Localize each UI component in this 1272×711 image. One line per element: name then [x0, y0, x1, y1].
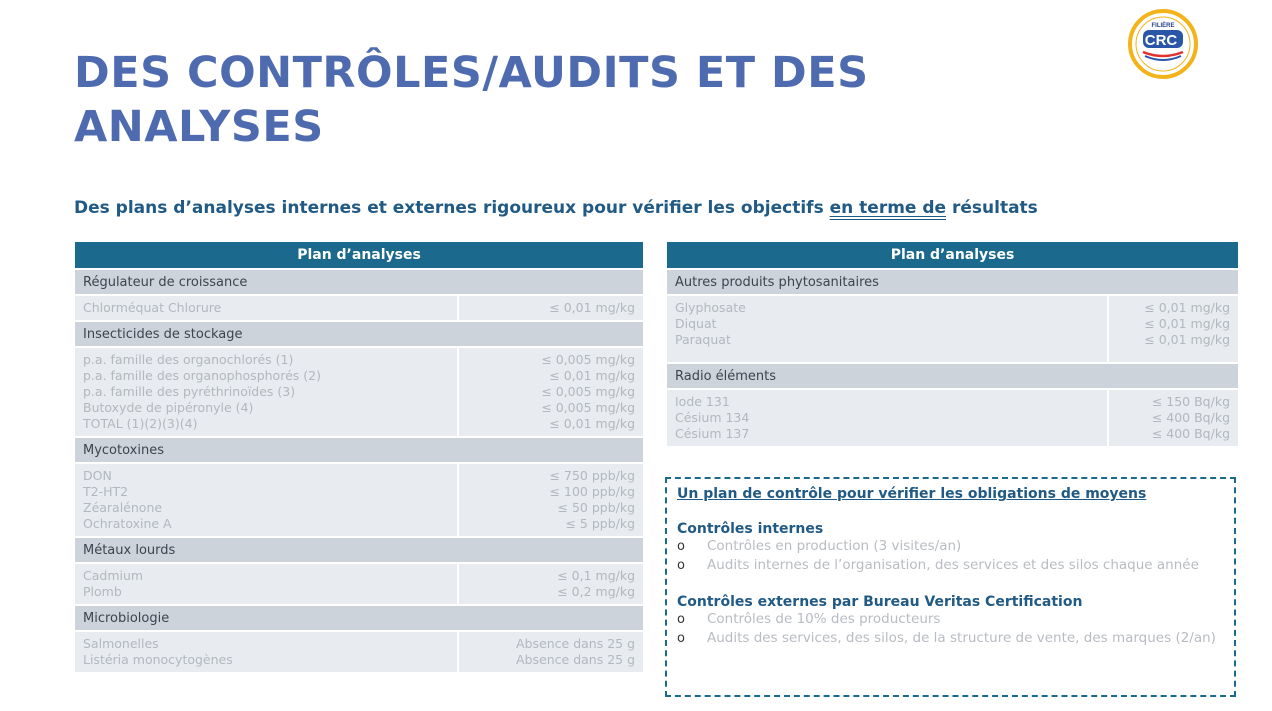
- category-radio-elements: Radio éléments: [666, 363, 1239, 389]
- item-value: ≤ 750 ppb/kg: [549, 468, 636, 483]
- item-label: Diquat: [675, 316, 717, 331]
- items-storage-insecticides: [74, 347, 458, 437]
- item-value: ≤ 0,01 mg/kg: [549, 300, 636, 315]
- logo-brand: CRC: [1144, 32, 1178, 49]
- item-value: ≤ 0,005 mg/kg: [541, 352, 636, 367]
- item-label: DON: [83, 468, 112, 483]
- values-radio-elements: [1108, 389, 1239, 447]
- bullet-icon: o: [677, 558, 685, 573]
- logo-top-text: FILIÈRE: [1151, 23, 1175, 29]
- item-value: Absence dans 25 g: [516, 636, 636, 651]
- list-item-text: Contrôles de 10% des producteurs: [707, 611, 941, 627]
- page-title: DES CONTRÔLES/AUDITS ET DES ANALYSES: [74, 48, 869, 152]
- category-storage-insecticides: Insecticides de stockage: [74, 321, 644, 347]
- item-value: ≤ 0,01 mg/kg: [549, 416, 636, 431]
- item-label: p.a. famille des organophosphorés (2): [83, 368, 321, 383]
- subtitle: [74, 198, 1038, 218]
- item-label: Salmonelles: [83, 636, 159, 651]
- item-value: ≤ 0,005 mg/kg: [541, 384, 636, 399]
- items-radio-elements: [666, 389, 1108, 447]
- category-other-phyto: Autres produits phytosanitaires: [666, 269, 1239, 295]
- control-plan-box: [665, 477, 1236, 697]
- list-item-text: Contrôles en production (3 visites/an): [707, 538, 962, 554]
- list-item: [677, 556, 1224, 575]
- item-value: ≤ 50 ppb/kg: [557, 500, 636, 515]
- item-value: ≤ 0,005 mg/kg: [541, 400, 636, 415]
- bullet-icon: o: [677, 612, 685, 627]
- subtitle-start: Des plans d’analyses internes et externes rigoureux pour vérifier les objectifs: [74, 198, 830, 218]
- category-microbiology: Microbiologie: [74, 605, 644, 631]
- right-table-header: Plan d’analyses: [666, 241, 1239, 269]
- list-item-text: Audits des services, des silos, de la structure de vente, des marques (2/an): [707, 630, 1216, 646]
- item-label: Césium 137: [675, 426, 750, 441]
- items-heavy-metals: [74, 563, 458, 605]
- item-value: ≤ 100 ppb/kg: [549, 484, 636, 499]
- internal-controls-title: Contrôles internes: [677, 521, 824, 537]
- item-label: Zéaralénone: [83, 500, 163, 515]
- category-heavy-metals: Métaux lourds: [74, 537, 644, 563]
- item-value: ≤ 0,01 mg/kg: [549, 368, 636, 383]
- control-plan-heading: Un plan de contrôle pour vérifier les obligations de moyens: [677, 486, 1147, 502]
- internal-controls-list: [677, 537, 1224, 575]
- category-growth-regulator: Régulateur de croissance: [74, 269, 644, 295]
- item-label: Plomb: [83, 584, 122, 599]
- item-label: Listéria monocytogènes: [83, 652, 233, 667]
- list-item: [677, 610, 1224, 629]
- list-item: [677, 537, 1224, 556]
- left-analysis-table: [73, 240, 645, 674]
- items-growth-regulator: [74, 295, 458, 321]
- item-label: Glyphosate: [675, 300, 746, 315]
- right-analysis-table: [665, 240, 1240, 448]
- item-label: TOTAL (1)(2)(3)(4): [83, 416, 198, 431]
- subtitle-end: résultats: [946, 198, 1038, 218]
- item-value: ≤ 0,1 mg/kg: [557, 568, 636, 583]
- item-label: Iode 131: [675, 394, 730, 409]
- item-value: ≤ 0,01 mg/kg: [1144, 332, 1231, 347]
- values-microbiology: [458, 631, 644, 673]
- items-other-phyto: [666, 295, 1108, 363]
- list-item-text: Audits internes de l’organisation, des services et des silos chaque année: [707, 557, 1199, 573]
- item-label: Paraquat: [675, 332, 731, 347]
- bullet-icon: o: [677, 539, 685, 554]
- list-item: [677, 629, 1224, 648]
- filiere-crc-logo: [1127, 8, 1199, 80]
- values-other-phyto: [1108, 295, 1239, 363]
- item-value: ≤ 0,2 mg/kg: [557, 584, 636, 599]
- items-mycotoxins: [74, 463, 458, 537]
- item-label: T2-HT2: [83, 484, 129, 499]
- values-heavy-metals: [458, 563, 644, 605]
- item-value: ≤ 150 Bq/kg: [1151, 394, 1231, 409]
- values-growth-regulator: [458, 295, 644, 321]
- item-value: Absence dans 25 g: [516, 652, 636, 667]
- item-label: p.a. famille des pyréthrinoïdes (3): [83, 384, 296, 399]
- left-table-header: Plan d’analyses: [74, 241, 644, 269]
- item-label: Butoxyde de pipéronyle (4): [83, 400, 254, 415]
- item-value: ≤ 400 Bq/kg: [1151, 410, 1231, 425]
- item-label: Chlorméquat Chlorure: [83, 300, 222, 315]
- values-storage-insecticides: [458, 347, 644, 437]
- item-value: ≤ 0,01 mg/kg: [1144, 300, 1231, 315]
- item-label: Ochratoxine A: [83, 516, 172, 531]
- subtitle-underlined: en terme de: [829, 198, 947, 218]
- item-label: Césium 134: [675, 410, 750, 425]
- items-microbiology: [74, 631, 458, 673]
- item-value: ≤ 5 ppb/kg: [565, 516, 636, 531]
- item-value: ≤ 400 Bq/kg: [1151, 426, 1231, 441]
- external-controls-title: Contrôles externes par Bureau Veritas Certification: [677, 594, 1083, 610]
- item-label: Cadmium: [83, 568, 144, 583]
- category-mycotoxins: Mycotoxines: [74, 437, 644, 463]
- item-value: ≤ 0,01 mg/kg: [1144, 316, 1231, 331]
- item-label: p.a. famille des organochlorés (1): [83, 352, 294, 367]
- external-controls-list: [677, 610, 1224, 648]
- bullet-icon: o: [677, 631, 685, 646]
- values-mycotoxins: [458, 463, 644, 537]
